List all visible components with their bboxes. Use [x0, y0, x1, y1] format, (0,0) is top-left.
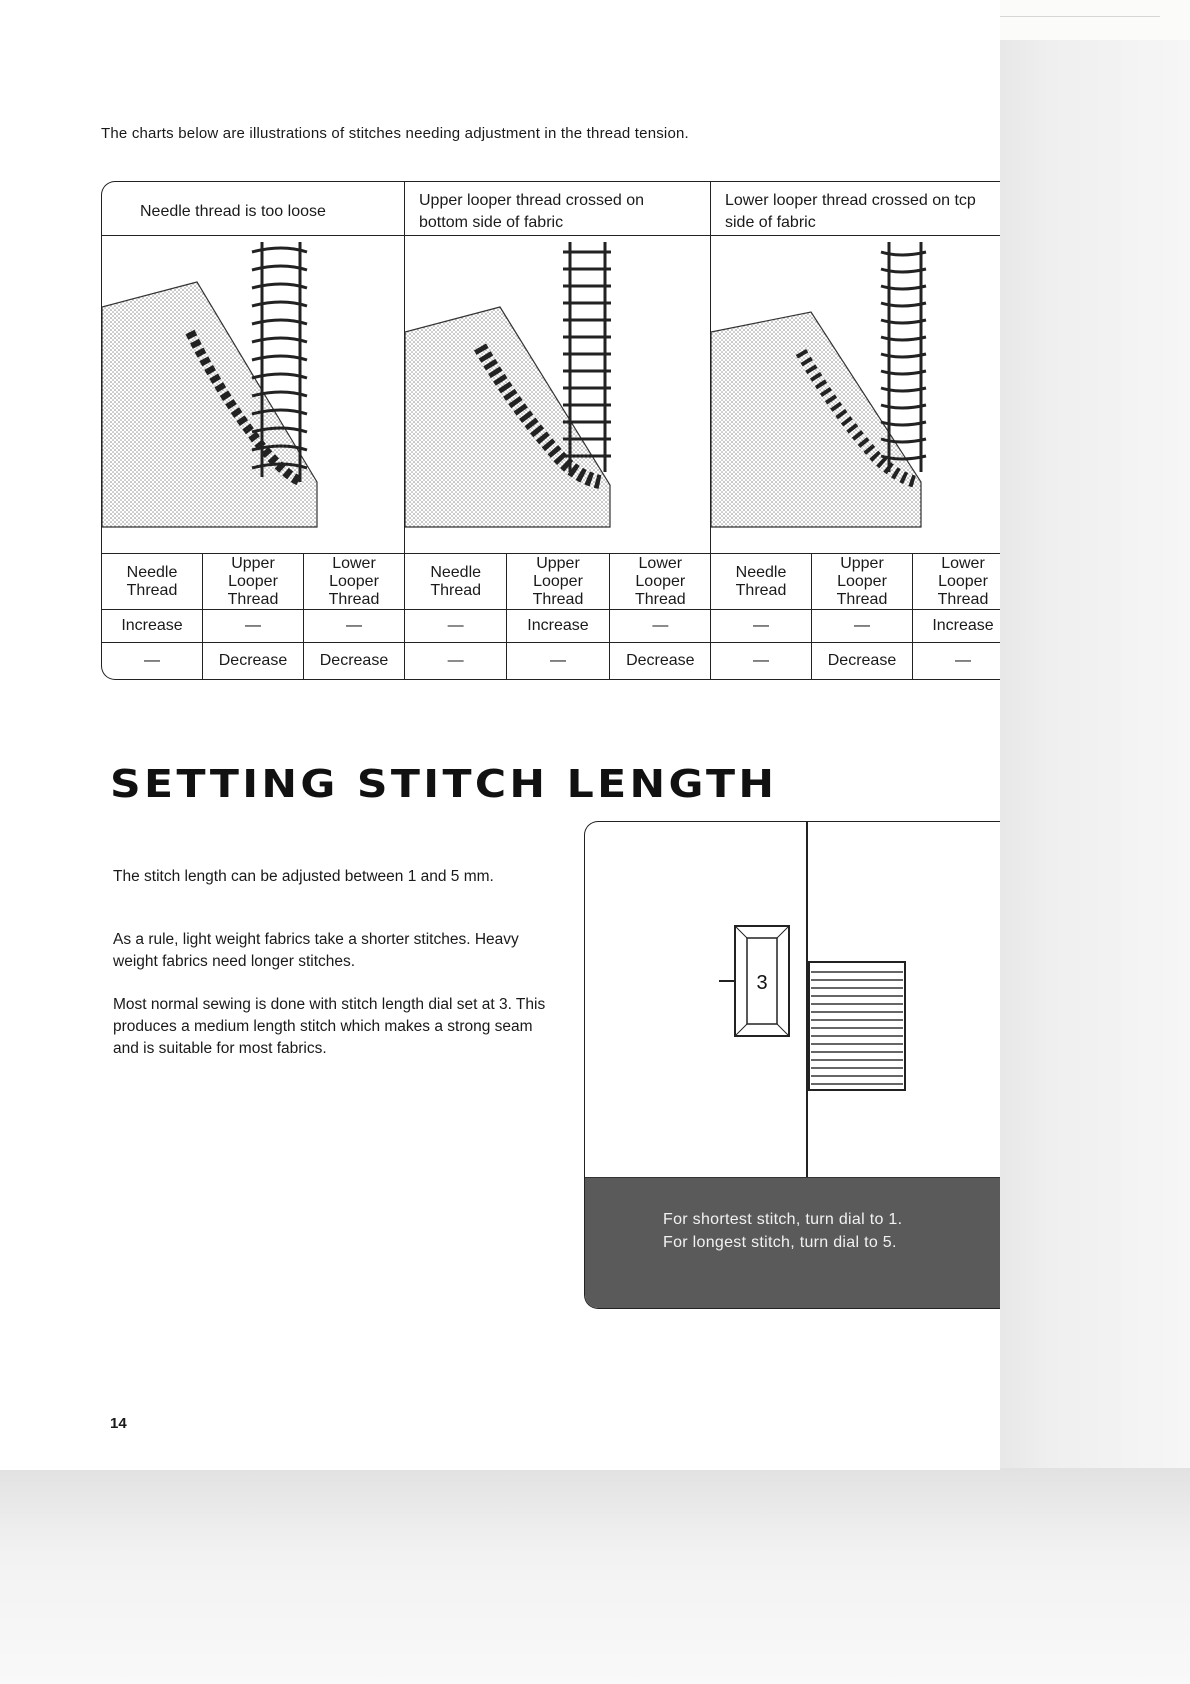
table-header-row: [102, 553, 404, 609]
stitch-length-dial-figure: [584, 821, 1000, 1309]
page-edge-shadow: [975, 40, 1190, 1684]
adjustment-table: [405, 553, 711, 679]
caption-line-longest: For longest stitch, turn dial to 5.: [663, 1234, 897, 1251]
column-title: Upper looper thread crossed on bottom side of fabric: [405, 182, 711, 236]
section-heading: SETTING STITCH LENGTH: [110, 762, 778, 806]
header-lower-looper: Lower Looper Thread: [937, 554, 989, 608]
table-cell: Decrease: [626, 652, 695, 669]
header-upper-looper: Upper Looper Thread: [203, 554, 304, 609]
table-cell: Decrease: [203, 643, 304, 679]
page-number: 14: [110, 1415, 127, 1432]
table-row: [711, 642, 1000, 679]
chart-column-lower-looper-top: [710, 182, 1000, 679]
table-cell: —: [405, 643, 507, 679]
adjustment-table: [711, 553, 1000, 679]
table-cell: Decrease: [319, 652, 389, 669]
table-cell: Increase: [507, 610, 609, 642]
caption-line-shortest: For shortest stitch, turn dial to 1.: [663, 1211, 903, 1228]
table-row: [711, 609, 1000, 642]
table-cell: —: [346, 617, 362, 634]
header-needle-thread: Needle Thread: [405, 554, 507, 609]
paragraph-stitch-range: The stitch length can be adjusted between 1 and 5 mm.: [113, 868, 494, 885]
table-header-row: [711, 553, 1000, 609]
thread-tension-chart: [101, 181, 1000, 680]
dial-caption-band: [585, 1177, 1000, 1309]
table-cell: —: [711, 643, 812, 679]
header-needle-thread: Needle Thread: [102, 554, 203, 609]
paragraph-normal-setting: Most normal sewing is done with stitch length dial set at 3. This produces a medium length stitch which makes a strong seam and is suitable for most fabrics.: [113, 996, 546, 1057]
intro-text: The charts below are illustrations of stitches needing adjustment in the thread tension.: [101, 125, 689, 142]
header-upper-looper: Upper Looper Thread: [507, 554, 609, 609]
header-upper-looper: Upper Looper Thread: [812, 554, 913, 609]
table-cell: —: [652, 617, 669, 634]
table-row: [405, 609, 711, 642]
stitch-illustration: [711, 237, 1000, 553]
table-cell: —: [711, 610, 812, 642]
table-cell: Increase: [932, 617, 994, 634]
header-lower-looper: Lower Looper Thread: [328, 554, 380, 608]
table-cell: —: [203, 610, 304, 642]
table-cell: —: [955, 652, 971, 669]
table-cell: —: [405, 610, 507, 642]
header-needle-thread: Needle Thread: [711, 554, 812, 609]
presser-foot-fabric: [809, 962, 905, 1090]
page-bottom-shadow: [0, 1468, 1190, 1684]
table-cell: Increase: [102, 610, 203, 642]
table-row: [405, 642, 711, 679]
column-title: Lower looper thread crossed on tcp side of fabric: [711, 182, 1000, 236]
paragraph-fabric-weight: As a rule, light weight fabrics take a shorter stitches. Heavy weight fabrics need longer stitches.: [113, 931, 519, 970]
table-row: [102, 609, 404, 642]
header-lower-looper: Lower Looper Thread: [634, 554, 686, 608]
table-cell: —: [812, 610, 913, 642]
dial-caption: [663, 1208, 902, 1254]
stitch-illustration: [405, 237, 711, 553]
adjustment-table: [102, 553, 404, 679]
chart-column-needle-loose: [102, 182, 404, 679]
column-title: Needle thread is too loose: [102, 182, 404, 236]
table-cell: Decrease: [812, 643, 913, 679]
dial-value: 3: [756, 972, 768, 994]
table-row: [102, 642, 404, 679]
table-cell: —: [102, 643, 203, 679]
table-cell: —: [507, 643, 609, 679]
chart-column-upper-looper-bottom: [404, 182, 711, 679]
stitch-length-dial: [719, 926, 789, 1036]
stitch-illustration: [102, 237, 404, 553]
table-header-row: [405, 553, 711, 609]
